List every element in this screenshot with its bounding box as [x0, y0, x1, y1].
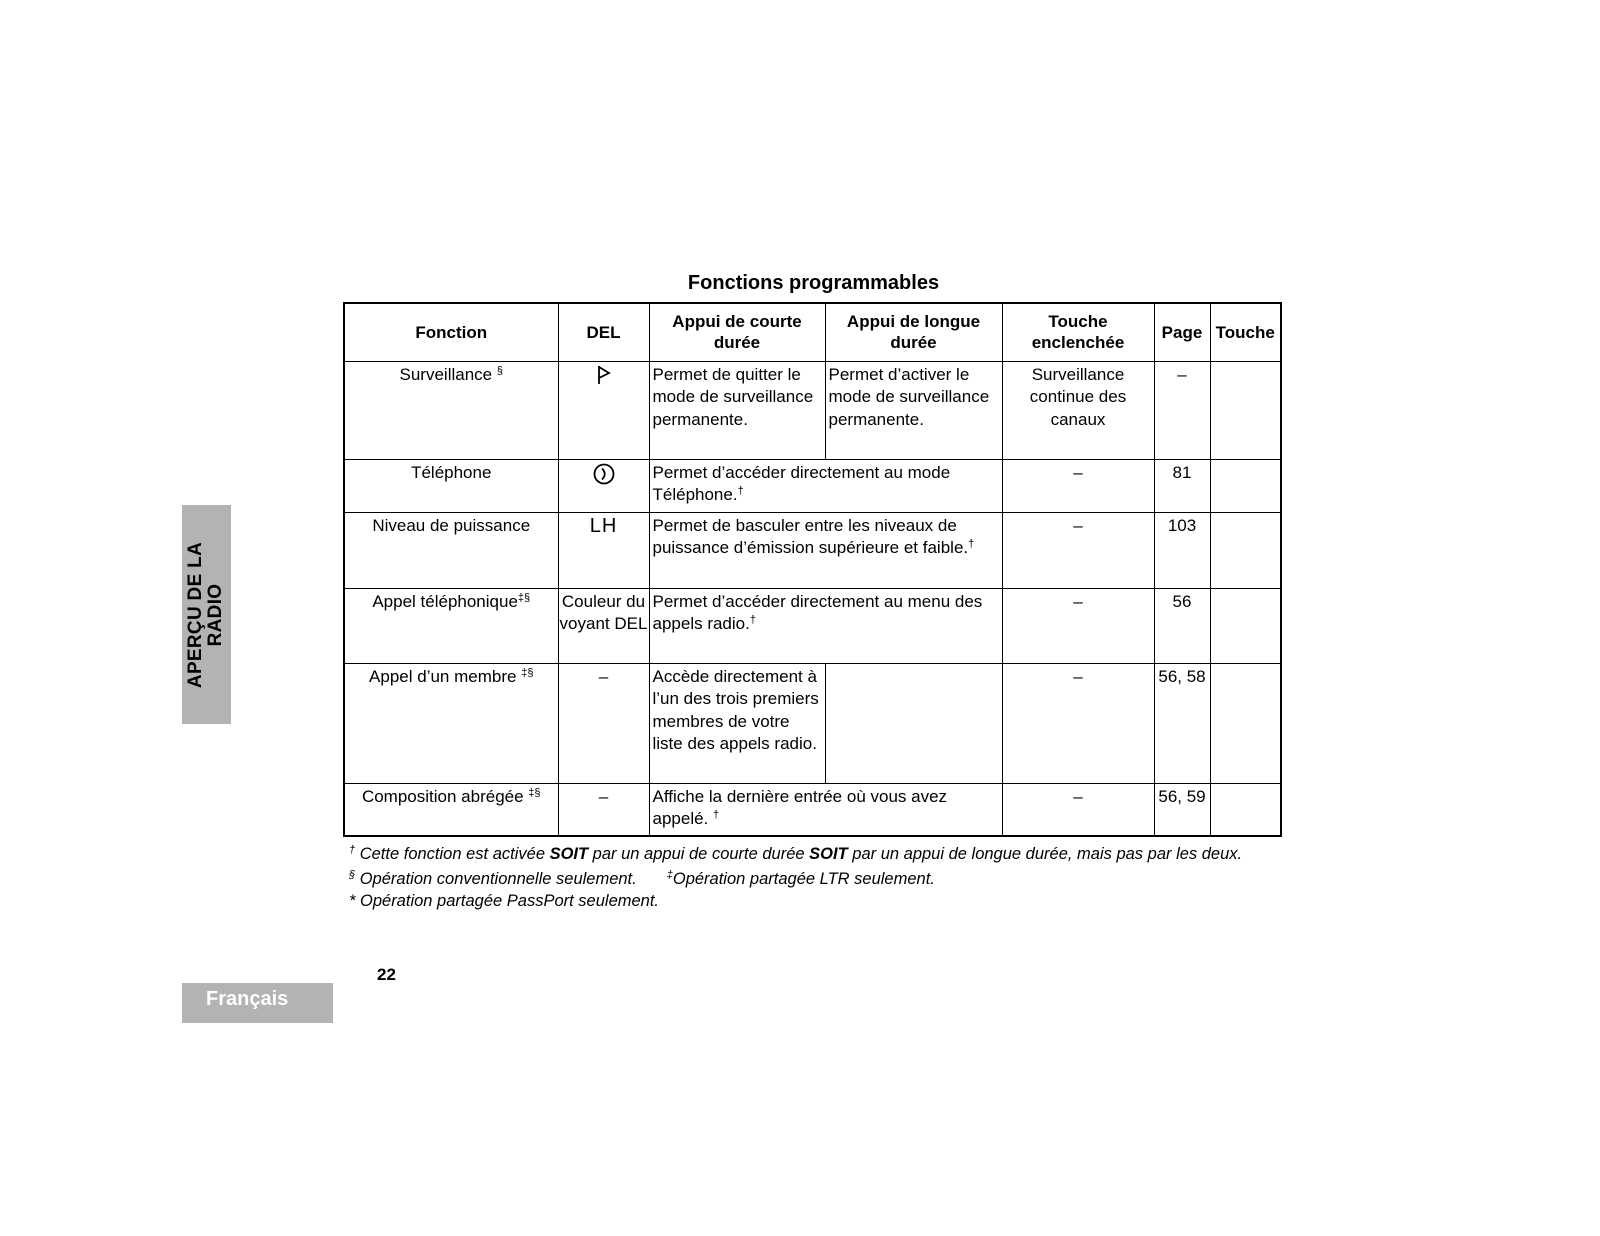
cell-enclenchee: – — [1002, 459, 1154, 512]
table-row — [344, 512, 1281, 588]
power-level-icon: LH — [589, 514, 618, 537]
functions-table — [343, 302, 1282, 837]
footnote-text: par un appui de longue durée, mais pas par les deux. — [847, 845, 1243, 863]
action-text: Affiche la dernière entrée où vous avez appelé. — [652, 786, 948, 828]
side-tab-line2: RADIO — [205, 583, 226, 647]
table-row — [344, 361, 1281, 459]
footnote-text: Opération partagée LTR seulement. — [672, 870, 935, 888]
cell-touche — [1210, 459, 1281, 512]
cell-page: 81 — [1154, 459, 1210, 512]
header-courte: Appui de courte durée — [649, 303, 825, 361]
cell-enclenchee: – — [1002, 588, 1154, 663]
table-row — [344, 588, 1281, 663]
language-tab: Français — [182, 983, 333, 1023]
cell-fonction — [344, 783, 558, 836]
footnote-mark: ‡§ — [528, 786, 541, 799]
table-row — [344, 459, 1281, 512]
cell-enclenchee: – — [1002, 512, 1154, 588]
cell-fonction — [344, 512, 558, 588]
cell-courte: Accède directement à l’un des trois premiers membres de votre liste des appels radio. — [649, 663, 825, 783]
header-del: DEL — [558, 303, 649, 361]
cell-page: 56 — [1154, 588, 1210, 663]
cell-del: – — [558, 783, 649, 836]
footnote-mark: † — [968, 538, 975, 550]
cell-fonction — [344, 459, 558, 512]
footnote-mark: § — [496, 364, 503, 377]
action-text: Permet d’accéder directement au menu des appels radio. — [652, 591, 983, 633]
cell-page: – — [1154, 361, 1210, 459]
cell-touche — [1210, 361, 1281, 459]
fonction-label: Surveillance — [399, 364, 493, 384]
cell-enclenchee: – — [1002, 663, 1154, 783]
cell-del — [558, 512, 649, 588]
footnotes — [349, 843, 1279, 912]
footnote-emphasis: SOIT — [809, 845, 848, 863]
cell-action — [649, 512, 1002, 588]
footnote-mark: † — [737, 485, 744, 497]
footnote-asterisk: * Opération partagée PassPort seulement. — [349, 892, 660, 910]
cell-del — [558, 459, 649, 512]
cell-touche — [1210, 588, 1281, 663]
footnote-text: Cette fonction est activée — [359, 845, 550, 863]
cell-del: Couleur du voyant DEL — [558, 588, 649, 663]
footnote-mark: ‡§ — [521, 666, 534, 679]
cell-touche — [1210, 663, 1281, 783]
cell-enclenchee: Surveillance continue des canaux — [1002, 361, 1154, 459]
action-text: Permet d’accéder directement au mode Téléphone. — [652, 462, 951, 504]
footnote-mark: † — [749, 614, 756, 626]
cell-fonction — [344, 588, 558, 663]
footnote-dagger — [349, 843, 1279, 865]
header-touche: Touche — [1210, 303, 1281, 361]
fonction-label: Téléphone — [411, 462, 492, 482]
header-fonction: Fonction — [344, 303, 558, 361]
side-tab-line1: APERÇU DE LA — [185, 541, 206, 689]
fonction-label: Appel d’un membre — [369, 666, 517, 686]
table-title: Fonctions programmables — [687, 272, 940, 294]
section-side-tab — [182, 505, 231, 724]
cell-action — [649, 588, 1002, 663]
action-text: Permet de basculer entre les niveaux de puissance d’émission supérieure et faible. — [652, 515, 969, 557]
flag-icon — [596, 364, 612, 393]
fonction-label: Appel téléphonique — [372, 591, 518, 611]
cell-page: 103 — [1154, 512, 1210, 588]
cell-enclenchee: – — [1002, 783, 1154, 836]
header-enclenchee: Touche enclenchée — [1002, 303, 1154, 361]
dagger-mark: † — [349, 844, 356, 856]
cell-action — [649, 783, 1002, 836]
cell-page: 56, 58 — [1154, 663, 1210, 783]
page-number: 22 — [377, 965, 396, 984]
cell-touche — [1210, 783, 1281, 836]
cell-del — [558, 361, 649, 459]
cell-touche — [1210, 512, 1281, 588]
double-dagger-mark: ‡ — [666, 869, 673, 881]
cell-fonction — [344, 663, 558, 783]
table-row — [344, 783, 1281, 836]
cell-page: 56, 59 — [1154, 783, 1210, 836]
table-row — [344, 663, 1281, 783]
fonction-label: Composition abrégée — [361, 786, 524, 806]
header-longue: Appui de longue durée — [825, 303, 1002, 361]
cell-action — [649, 459, 1002, 512]
header-page: Page — [1154, 303, 1210, 361]
footnote-emphasis: SOIT — [549, 845, 589, 863]
footnote-text: par un appui de courte durée — [588, 845, 810, 863]
section-mark: § — [349, 869, 356, 881]
cell-longue — [825, 663, 1002, 783]
cell-longue: Permet d’activer le mode de surveillance permanente. — [825, 361, 1002, 459]
footnote-text: Opération conventionnelle seulement. — [359, 870, 637, 888]
cell-fonction — [344, 361, 558, 459]
footnote-mark: ‡§ — [517, 591, 531, 604]
table-header-row — [344, 303, 1281, 361]
fonction-label: Niveau de puissance — [372, 515, 531, 535]
cell-courte: Permet de quitter le mode de surveillance permanente. — [649, 361, 825, 459]
footnote-mark: † — [713, 809, 720, 821]
phone-circle-icon — [592, 462, 616, 493]
cell-del: – — [558, 663, 649, 783]
footnote-section — [349, 868, 1279, 890]
